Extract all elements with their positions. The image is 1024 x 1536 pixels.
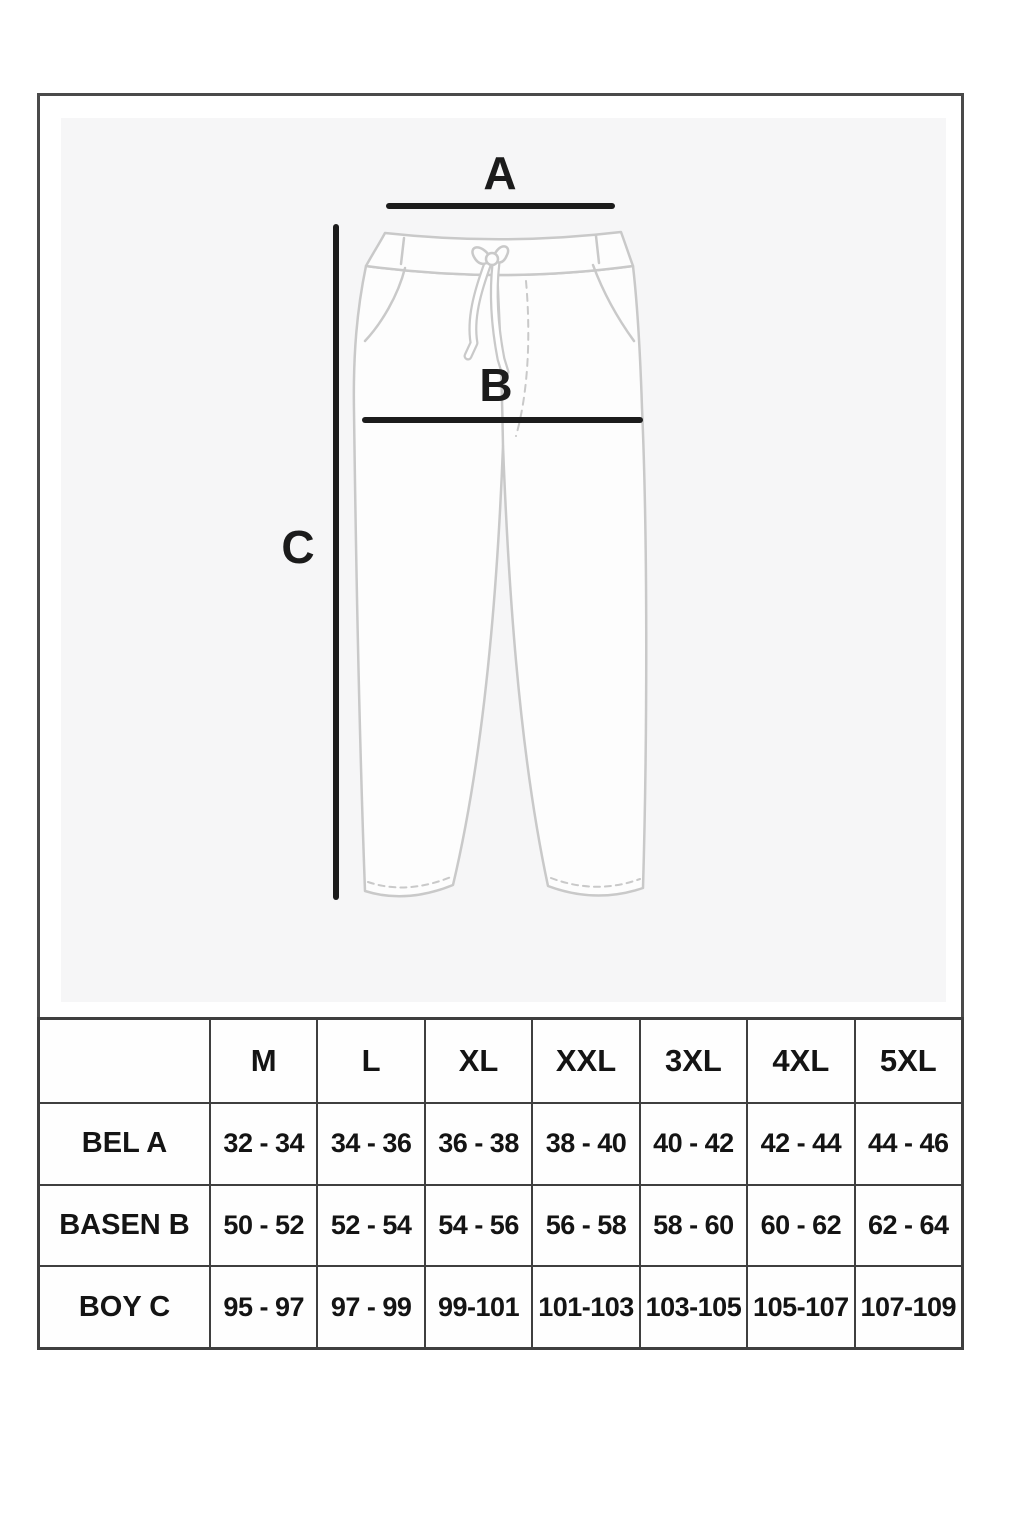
measure-b-label: B [479,359,513,411]
measure-c-label: C [281,521,315,573]
size-cell: 103-105 [639,1265,746,1347]
size-cell: 56 - 58 [531,1184,638,1266]
size-cell: 50 - 52 [209,1184,316,1266]
size-cell: 62 - 64 [854,1184,961,1266]
size-cell: 40 - 42 [639,1102,746,1184]
size-column-header: M [209,1020,316,1102]
size-cell: 60 - 62 [746,1184,853,1266]
size-cell: 58 - 60 [639,1184,746,1266]
measure-a-line [386,203,615,209]
size-cell: 34 - 36 [316,1102,423,1184]
size-cell: 97 - 99 [316,1265,423,1347]
size-cell: 54 - 56 [424,1184,531,1266]
size-cell: 42 - 44 [746,1102,853,1184]
size-column-header: 4XL [746,1020,853,1102]
size-cell: 36 - 38 [424,1102,531,1184]
size-cell: 44 - 46 [854,1102,961,1184]
row-label: BEL A [40,1102,209,1184]
pants-line-drawing [40,96,967,1020]
measure-b-line [362,417,643,423]
size-cell: 52 - 54 [316,1184,423,1266]
size-cell: 38 - 40 [531,1102,638,1184]
size-table [37,1017,964,1350]
size-cell: 107-109 [854,1265,961,1347]
size-column-header: XL [424,1020,531,1102]
size-cell: 32 - 34 [209,1102,316,1184]
size-cell: 99-101 [424,1265,531,1347]
size-column-header: XXL [531,1020,638,1102]
row-label: BASEN B [40,1184,209,1266]
size-column-header: L [316,1020,423,1102]
size-cell: 95 - 97 [209,1265,316,1347]
diagram-panel [37,93,964,1017]
size-column-header: 5XL [854,1020,961,1102]
size-cell: 105-107 [746,1265,853,1347]
measure-a-label: A [483,147,517,199]
size-column-header: 3XL [639,1020,746,1102]
row-label: BOY C [40,1265,209,1347]
size-cell: 101-103 [531,1265,638,1347]
size-column-header [40,1020,209,1102]
measure-c-line [333,224,339,900]
